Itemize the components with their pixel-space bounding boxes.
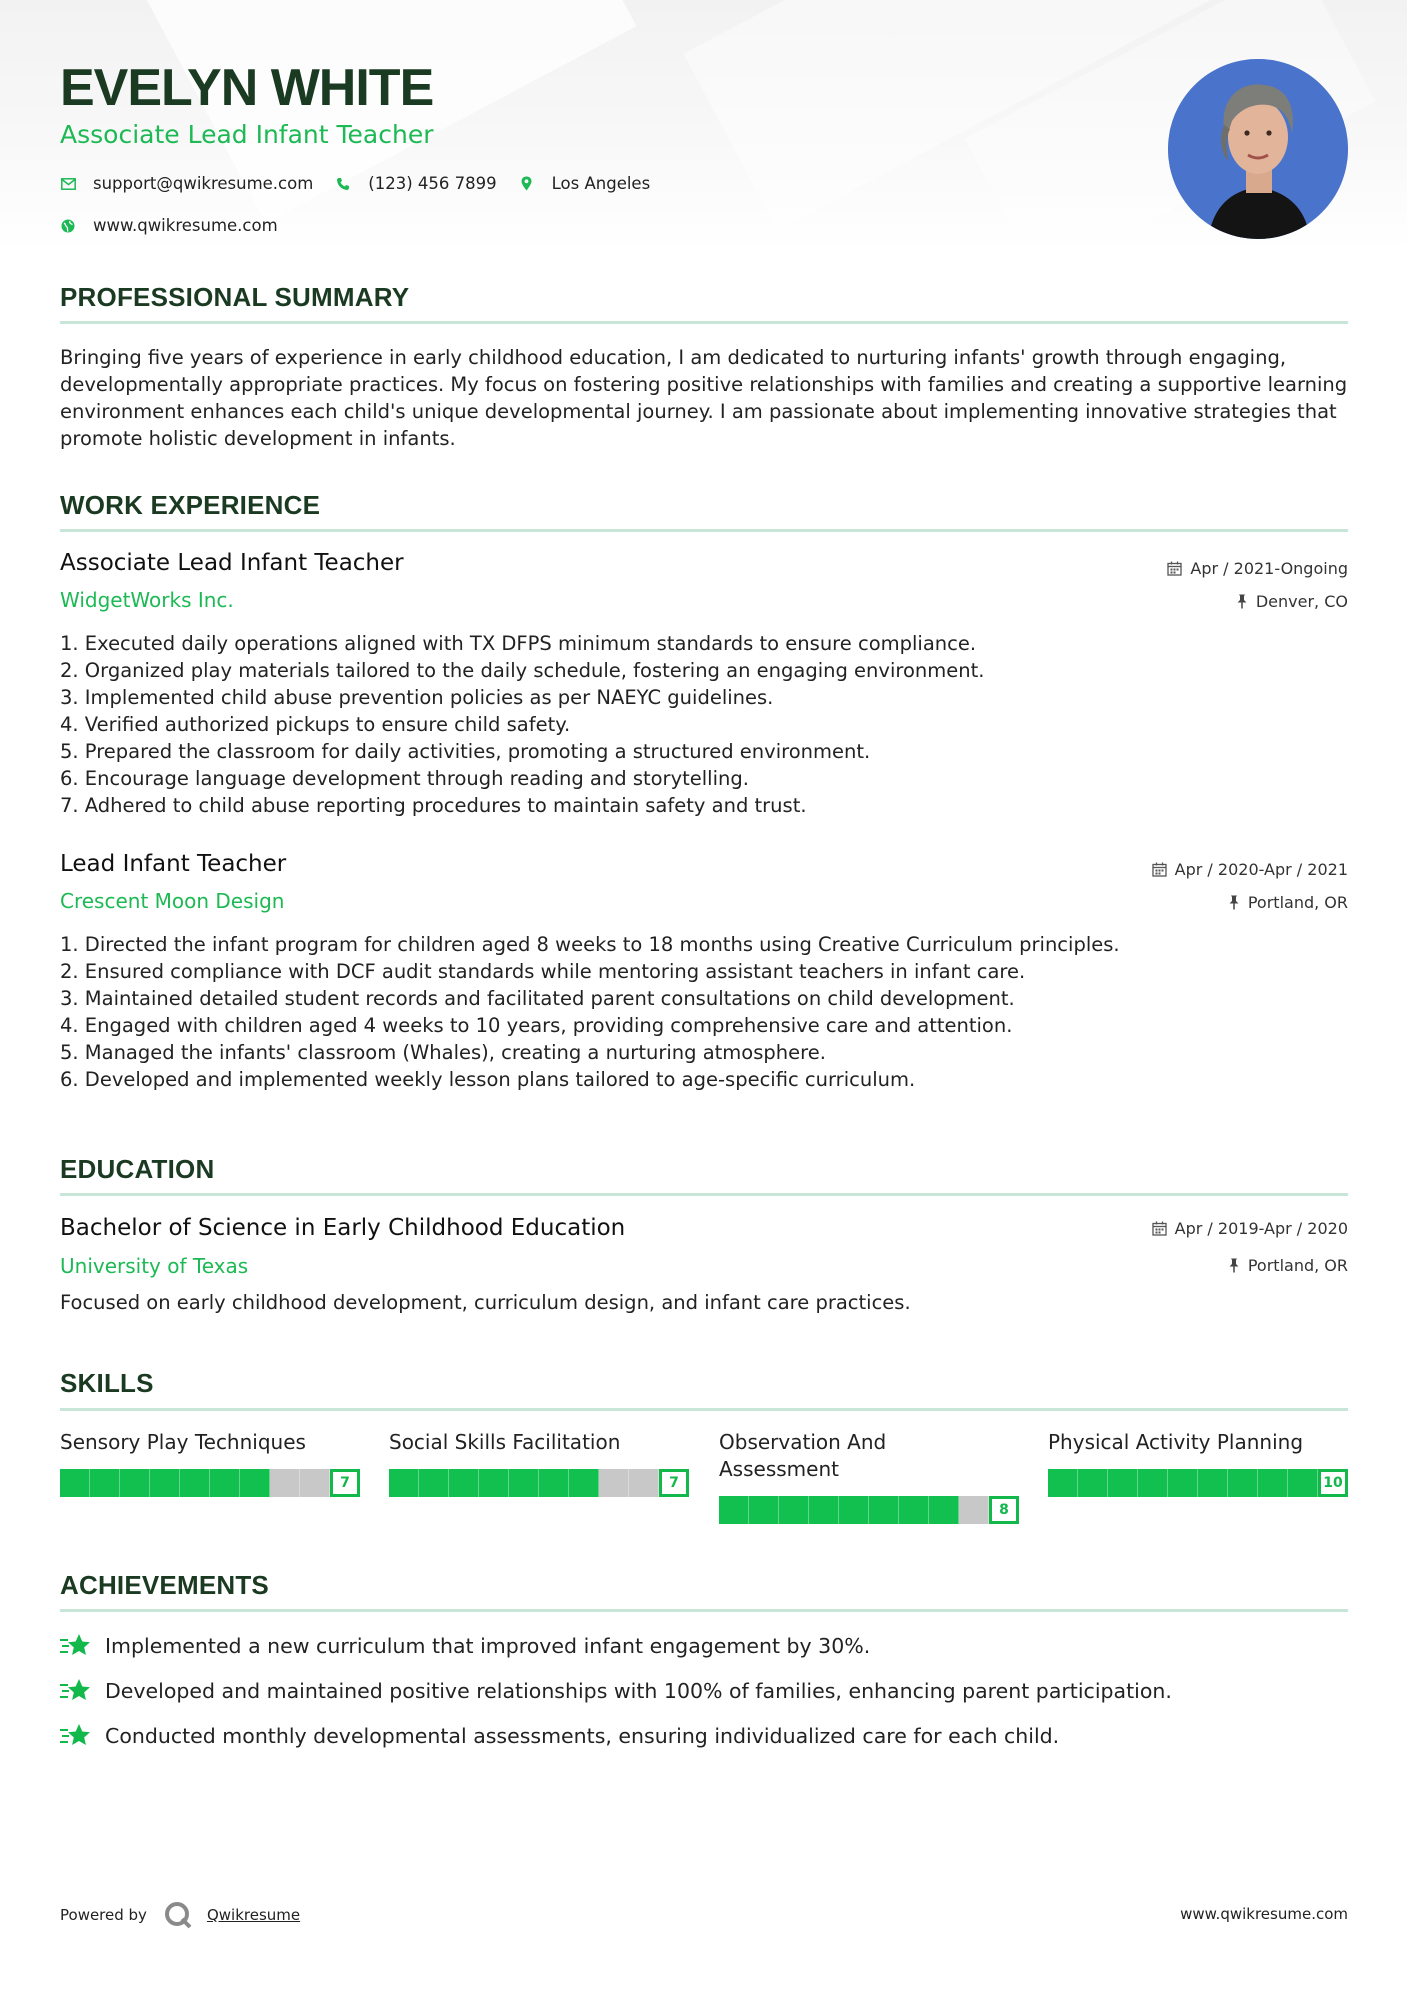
education-description: Focused on early childhood development, curriculum design, and infant care practices.: [60, 1291, 911, 1314]
contact-row-website: [60, 216, 300, 235]
company-name: Crescent Moon Design: [60, 889, 285, 913]
job-title: Lead Infant Teacher: [60, 851, 287, 877]
list-item: 5. Prepared the classroom for daily activities, promoting a structured environment.: [60, 740, 871, 763]
skill-name: Physical Activity Planning: [1048, 1430, 1304, 1454]
skill-level-segment: [719, 1496, 749, 1524]
list-item: 6. Encourage language development through reading and storytelling.: [60, 767, 749, 790]
skill-item: [719, 1429, 1009, 1518]
list-item: 3. Maintained detailed student records and facilitated parent consultations on child development.: [60, 987, 1015, 1010]
website-text: www.qwikresume.com: [93, 216, 278, 235]
summary-divider: [60, 321, 1348, 324]
skill-level-segment: [1048, 1469, 1078, 1497]
calendar-icon: [1152, 1221, 1167, 1236]
skill-level-badge: 8: [989, 1496, 1019, 1524]
candidate-name: EVELYN WHITE: [60, 59, 434, 117]
footer-website[interactable]: www.qwikresume.com: [1180, 1905, 1348, 1923]
skill-level-bar: [719, 1496, 1019, 1524]
skill-level-segment: [389, 1469, 419, 1497]
skill-level-badge: 7: [659, 1469, 689, 1497]
skill-item: [1048, 1429, 1348, 1491]
pushpin-icon: [1236, 594, 1248, 609]
list-item: 2. Ensured compliance with DCF audit standards while mentoring assistant teachers in infant care.: [60, 960, 1026, 983]
pushpin-icon: [1228, 1258, 1240, 1273]
skill-level-segment: [779, 1496, 809, 1524]
email-text: support@qwikresume.com: [93, 174, 314, 193]
list-item: 5. Managed the infants' classroom (Whales), creating a nurturing atmosphere.: [60, 1041, 826, 1064]
job-bullets: [60, 931, 1350, 1093]
skill-level-segment: [869, 1496, 899, 1524]
skill-level-segment: [599, 1469, 629, 1497]
skill-level-segment: [959, 1496, 989, 1524]
education-dates-text: Apr / 2019-Apr / 2020: [1174, 1219, 1348, 1238]
skill-level-segment: [60, 1469, 90, 1497]
skill-level-segment: [1258, 1469, 1288, 1497]
summary-text: Bringing five years of experience in early childhood education, I am dedicated to nurturing infants' growth through engaging, developmentally appropriate practices. My focus on fostering positive relationships with families and creating a supportive learning environment enhances each child's unique developmental journey. I am passionate about implementing innovative strategies that promote holistic development in infants.: [60, 346, 1348, 450]
skill-level-segment: [449, 1469, 479, 1497]
skill-level-segment: [809, 1496, 839, 1524]
skill-name: Social Skills Facilitation: [389, 1430, 621, 1454]
list-item: 2. Organized play materials tailored to the daily schedule, fostering an engaging environment.: [60, 659, 985, 682]
job-dates: [1152, 860, 1348, 879]
contact-phone[interactable]: [335, 174, 496, 193]
job-location-text: Portland, OR: [1247, 893, 1348, 912]
education-heading: EDUCATION: [60, 1154, 215, 1184]
achievement-item: [60, 1722, 1059, 1750]
list-item: 4. Engaged with children aged 4 weeks to 10 years, providing comprehensive care and attention.: [60, 1014, 1013, 1037]
job-dates: [1167, 559, 1348, 578]
skills-divider: [60, 1408, 1348, 1411]
brand-link[interactable]: Qwikresume: [206, 1906, 301, 1924]
achievement-text: Conducted monthly developmental assessments, ensuring individualized care for each child.: [105, 1724, 1060, 1748]
skill-level-segment: [1168, 1469, 1198, 1497]
footer-powered-by: [60, 1900, 300, 1930]
education-location: [1228, 1256, 1348, 1275]
skill-level-segment: [270, 1469, 300, 1497]
skill-level-segment: [1288, 1469, 1318, 1497]
contact-email[interactable]: [60, 174, 313, 193]
list-item: 3. Implemented child abuse prevention policies as per NAEYC guidelines.: [60, 686, 774, 709]
skill-level-segment: [210, 1469, 240, 1497]
skill-level-segment: [120, 1469, 150, 1497]
skill-level-segment: [1078, 1469, 1108, 1497]
skill-level-segment: [839, 1496, 869, 1524]
job-dates-text: Apr / 2020-Apr / 2021: [1174, 860, 1348, 879]
experience-heading: WORK EXPERIENCE: [60, 490, 321, 520]
job-location: [1228, 893, 1348, 912]
skill-level-segment: [180, 1469, 210, 1497]
list-item: 4. Verified authorized pickups to ensure child safety.: [60, 713, 571, 736]
degree-title: Bachelor of Science in Early Childhood Education: [60, 1215, 626, 1241]
skill-item: [60, 1429, 360, 1491]
skill-level-segment: [899, 1496, 929, 1524]
job-title: Associate Lead Infant Teacher: [60, 550, 404, 576]
skill-level-segment: [419, 1469, 449, 1497]
skill-level-segment: [629, 1469, 659, 1497]
skill-level-segment: [1228, 1469, 1258, 1497]
achievement-text: Developed and maintained positive relationships with 100% of families, enhancing parent participation.: [105, 1679, 1172, 1703]
skill-level-segment: [1198, 1469, 1228, 1497]
skill-level-segment: [929, 1496, 959, 1524]
envelope-icon: [60, 176, 76, 192]
company-name: WidgetWorks Inc.: [60, 588, 234, 612]
skill-level-bar: [1048, 1469, 1348, 1497]
star-icon: [60, 1722, 92, 1750]
skill-level-badge: 7: [330, 1469, 360, 1497]
list-item: 1. Directed the infant program for children aged 8 weeks to 18 months using Creative Curriculum principles.: [60, 933, 1120, 956]
qwikresume-logo-icon: [163, 1900, 193, 1930]
skill-level-segment: [1138, 1469, 1168, 1497]
phone-text: (123) 456 7899: [368, 174, 497, 193]
skill-name: Sensory Play Techniques: [60, 1430, 306, 1454]
profile-photo: [1168, 59, 1348, 239]
skill-level-segment: [300, 1469, 330, 1497]
skill-level-segment: [150, 1469, 180, 1497]
job-location-text: Denver, CO: [1255, 592, 1348, 611]
star-icon: [60, 1677, 92, 1705]
skill-item: [389, 1429, 689, 1491]
map-pin-icon: [519, 176, 535, 192]
calendar-icon: [1167, 561, 1182, 576]
globe-icon: [60, 218, 76, 234]
skill-level-segment: [479, 1469, 509, 1497]
skill-level-segment: [240, 1469, 270, 1497]
experience-divider: [60, 529, 1348, 532]
list-item: 6. Developed and implemented weekly lesson plans tailored to age-specific curriculum.: [60, 1068, 916, 1091]
education-location-text: Portland, OR: [1247, 1256, 1348, 1275]
education-divider: [60, 1193, 1348, 1196]
skill-name: Observation And Assessment: [719, 1430, 887, 1481]
skill-level-segment: [569, 1469, 599, 1497]
phone-icon: [335, 176, 351, 192]
calendar-icon: [1152, 862, 1167, 877]
achievements-heading: ACHIEVEMENTS: [60, 1570, 269, 1600]
achievement-text: Implemented a new curriculum that improved infant engagement by 30%.: [105, 1634, 871, 1658]
pushpin-icon: [1228, 895, 1240, 910]
education-dates: [1152, 1219, 1348, 1238]
skill-level-segment: [749, 1496, 779, 1524]
job-location: [1236, 592, 1348, 611]
job-bullets: [60, 630, 1350, 819]
powered-by-label: Powered by: [60, 1906, 147, 1924]
contact-website[interactable]: [60, 216, 278, 235]
skill-level-badge: 10: [1318, 1469, 1348, 1497]
skill-level-segment: [90, 1469, 120, 1497]
summary-heading: PROFESSIONAL SUMMARY: [60, 282, 410, 312]
skill-level-segment: [509, 1469, 539, 1497]
achievement-item: [60, 1677, 1172, 1705]
skill-level-bar: [389, 1469, 689, 1497]
skill-level-bar: [60, 1469, 360, 1497]
contact-location: [519, 174, 651, 193]
list-item: 1. Executed daily operations aligned with TX DFPS minimum standards to ensure compliance.: [60, 632, 977, 655]
school-name: University of Texas: [60, 1254, 249, 1278]
candidate-role: Associate Lead Infant Teacher: [60, 120, 434, 149]
contact-row: [60, 174, 672, 193]
achievements-divider: [60, 1609, 1348, 1612]
skill-level-segment: [539, 1469, 569, 1497]
job-dates-text: Apr / 2021-Ongoing: [1190, 559, 1348, 578]
skill-level-segment: [1108, 1469, 1138, 1497]
list-item: 7. Adhered to child abuse reporting procedures to maintain safety and trust.: [60, 794, 807, 817]
skills-heading: SKILLS: [60, 1368, 154, 1398]
star-icon: [60, 1632, 92, 1660]
achievement-item: [60, 1632, 870, 1660]
location-text: Los Angeles: [551, 174, 651, 193]
